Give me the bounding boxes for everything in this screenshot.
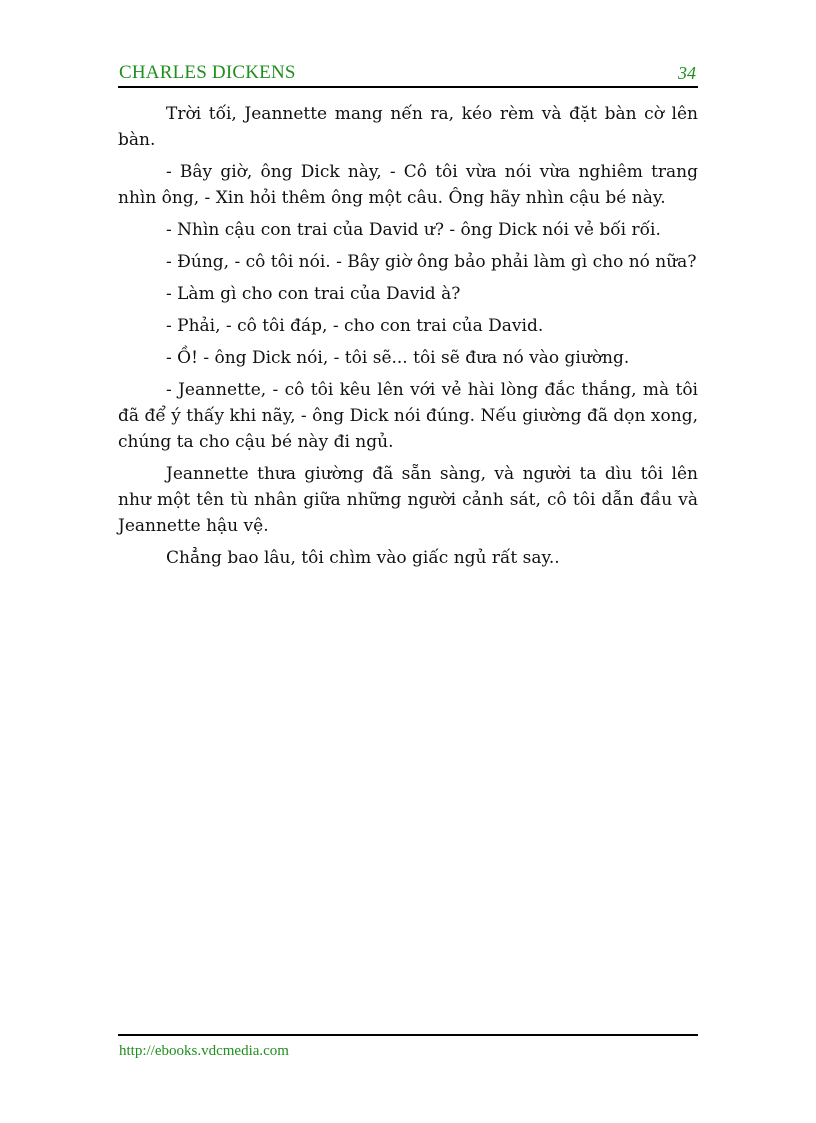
paragraph: Trời tối, Jeannette mang nến ra, kéo rèm và đặt bàn cờ lên bàn. <box>118 104 698 150</box>
paragraph: - Đúng, - cô tôi nói. - Bây giờ ông bảo phải làm gì cho nó nữa? <box>166 252 697 272</box>
page-footer <box>118 1034 698 1059</box>
page-header <box>118 62 698 88</box>
header-author: CHARLES DICKENS <box>119 62 296 83</box>
paragraph: - Bây giờ, ông Dick này, - Cô tôi vừa nói vừa nghiêm trang nhìn ông, - Xin hỏi thêm ông một câu. Ông hãy nhìn cậu bé này. <box>118 162 698 208</box>
page-number: 34 <box>678 63 696 83</box>
paragraph: - Jeannette, - cô tôi kêu lên với vẻ hài lòng đắc thắng, mà tôi đã để ý thấy khi nãy, - ông Dick nói đúng. Nếu giường đã dọn xong, chúng ta cho cậu bé này đi ngủ. <box>118 380 698 452</box>
page-body <box>118 101 698 577</box>
paragraph: - Phải, - cô tôi đáp, - cho con trai của David. <box>166 316 544 336</box>
paragraph: - Ồ! - ông Dick nói, - tôi sẽ... tôi sẽ đưa nó vào giường. <box>166 348 630 368</box>
paragraph: - Nhìn cậu con trai của David ư? - ông Dick nói vẻ bối rối. <box>166 220 661 240</box>
paragraph: Jeannette thưa giường đã sẵn sàng, và người ta dìu tôi lên như một tên tù nhân giữa những người cảnh sát, cô tôi dẫn đầu và Jeannette hậu vệ. <box>118 464 698 536</box>
footer-url-link[interactable]: http://ebooks.vdcmedia.com <box>119 1043 289 1059</box>
paragraph: - Làm gì cho con trai của David à? <box>166 284 461 304</box>
paragraph: Chẳng bao lâu, tôi chìm vào giấc ngủ rất say.. <box>166 548 560 568</box>
